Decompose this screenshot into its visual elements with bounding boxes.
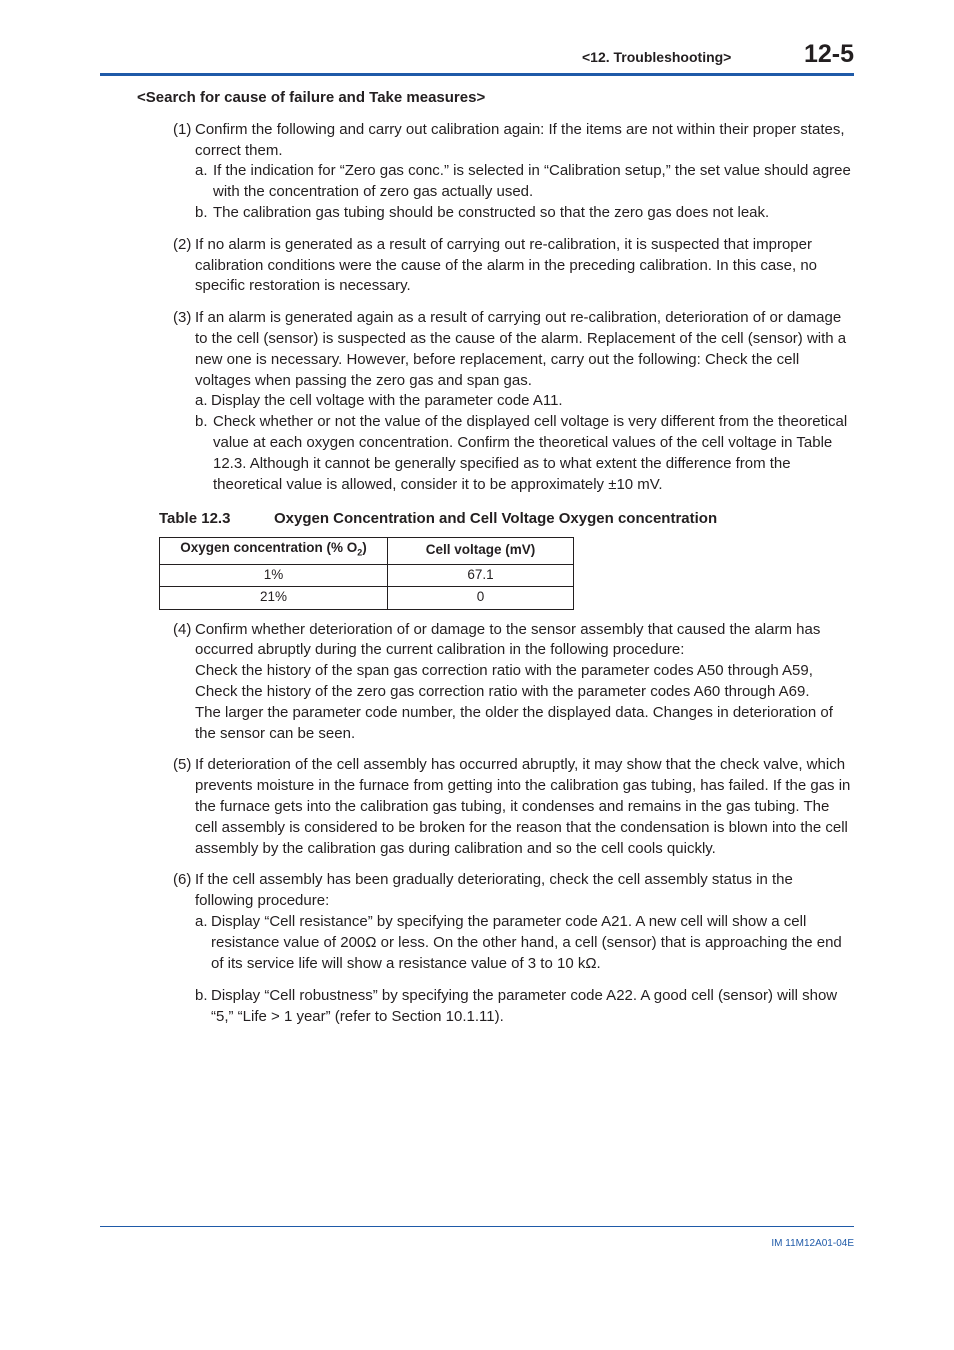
cell-voltage: 67.1 bbox=[388, 564, 574, 587]
item-number: (4) bbox=[173, 620, 192, 638]
page-number: 12-5 bbox=[803, 40, 854, 68]
item-number: (6) bbox=[173, 871, 192, 889]
sub-text: Check whether or not the value of the displayed cell voltage is very different from the theoretical value at each oxygen concentration. Confirm the theoretical values of the cell voltage in Table 12.3. Although it cannot be generally specified as to what extent the difference from the theoretical value is allowed, consider it to be approximately ±10 mV. bbox=[213, 413, 848, 493]
table-number: Table 12.3 bbox=[159, 510, 231, 528]
item-text: If no alarm is generated as a result of carrying out re-calibration, it is suspected that improper calibration conditions were the cause of the alarm in the preceding calibration. In this case, no specific restoration is necessary. bbox=[195, 235, 818, 295]
sub-label: a. bbox=[195, 162, 208, 180]
sub-text: Display the cell voltage with the parameter code A11. bbox=[211, 392, 563, 410]
sub-label: a. bbox=[195, 392, 208, 410]
sub-item-1a bbox=[195, 161, 854, 203]
item-number: (1) bbox=[173, 120, 192, 138]
sub-text: If the indication for “Zero gas conc.” is selected in “Calibration setup,” the set value should agree with the concentration of zero gas actually used. bbox=[213, 162, 851, 201]
sub-item-3a bbox=[195, 391, 854, 412]
item-text-line: The larger the parameter code number, the older the displayed data. Changes in deterioration of the sensor can be seen. bbox=[195, 703, 833, 742]
item-text: If the cell assembly has been gradually deteriorating, check the cell assembly status in the following procedure: bbox=[195, 871, 793, 910]
table-caption bbox=[159, 509, 854, 530]
section-title: <Search for cause of failure and Take measures> bbox=[137, 89, 486, 106]
item-text: If deterioration of the cell assembly has occurred abruptly, it may show that the check valve, which prevents moisture in the furnace from getting into the calibration gas tubing, has failed. If the gas in the furnace gets into the calibration gas tubing, it condenses and remains in the gas tubing. The cell assembly is considered to be broken for the reason that the condensation is blown into the cell assembly by the calibration gas during calibration and so the cell cools quickly. bbox=[195, 756, 851, 857]
sub-label: a. bbox=[195, 912, 208, 930]
table-row bbox=[160, 564, 574, 587]
table-header-row bbox=[160, 538, 574, 564]
cell-concentration: 21% bbox=[160, 587, 388, 610]
sub-label: b. bbox=[195, 413, 208, 431]
column-header-concentration: Oxygen concentration (% $O_2$) bbox=[160, 538, 388, 564]
item-number: (5) bbox=[173, 756, 192, 774]
item-number: (3) bbox=[173, 309, 192, 327]
column-header-voltage: Cell voltage (mV) bbox=[388, 538, 574, 564]
chapter-header: <12. Troubleshooting> bbox=[582, 49, 732, 65]
header-rule bbox=[100, 73, 854, 76]
sub-item-6b bbox=[195, 986, 854, 1028]
table-row bbox=[160, 587, 574, 610]
sub-item-1b bbox=[195, 203, 854, 224]
list-item-5 bbox=[173, 755, 854, 859]
sub-text: The calibration gas tubing should be constructed so that the zero gas does not leak. bbox=[213, 203, 770, 221]
list-item-6 bbox=[173, 870, 854, 1028]
list-item-4 bbox=[173, 620, 854, 745]
oxygen-voltage-table bbox=[159, 537, 574, 609]
sub-item-6a bbox=[195, 912, 854, 974]
item-text-line: Check the history of the span gas correction ratio with the parameter codes A50 through A59, Check the history of the zero gas correction ratio with the parameter codes A60 through A69. bbox=[195, 662, 813, 701]
sub-label: b. bbox=[195, 987, 208, 1005]
table-title: Oxygen Concentration and Cell Voltage Oxygen concentration bbox=[274, 510, 718, 528]
sub-label: b. bbox=[195, 203, 208, 221]
cell-voltage: 0 bbox=[388, 587, 574, 610]
list-item-3 bbox=[173, 308, 854, 495]
footer-rule bbox=[100, 1226, 854, 1227]
sub-item-3b bbox=[195, 412, 854, 495]
item-text: If an alarm is generated again as a result of carrying out re-calibration, deterioration of or damage to the cell (sensor) is suspected as the cause of the alarm. Replacement of the cell (sensor) with a new one is necessary. However, before replacement, carry out the following: Check the cell voltages when passing the zero gas and span gas. bbox=[195, 309, 847, 389]
sub-text: Display “Cell resistance” by specifying the parameter code A21. A new cell will show a cell resistance value of 200Ω or less. On the other hand, a cell (sensor) that is approaching the end of its service life will show a resistance value of 3 to 10 kΩ. bbox=[211, 912, 842, 972]
item-text-line: Confirm whether deterioration of or damage to the sensor assembly that caused the alarm has occurred abruptly during the current calibration in the following procedure: bbox=[195, 620, 821, 659]
list-item-1 bbox=[173, 120, 854, 224]
sub-text: Display “Cell robustness” by specifying the parameter code A22. A good cell (sensor) will show “5,” “Life > 1 year” (refer to Section 10.1.11). bbox=[211, 987, 838, 1026]
item-text: Confirm the following and carry out calibration again: If the items are not within their proper states, correct them. bbox=[195, 120, 845, 159]
page-content bbox=[100, 88, 854, 1039]
list-item-2 bbox=[173, 235, 854, 297]
item-number: (2) bbox=[173, 235, 192, 253]
document-id: IM 11M12A01-04E bbox=[771, 1238, 854, 1249]
cell-concentration: 1% bbox=[160, 564, 388, 587]
